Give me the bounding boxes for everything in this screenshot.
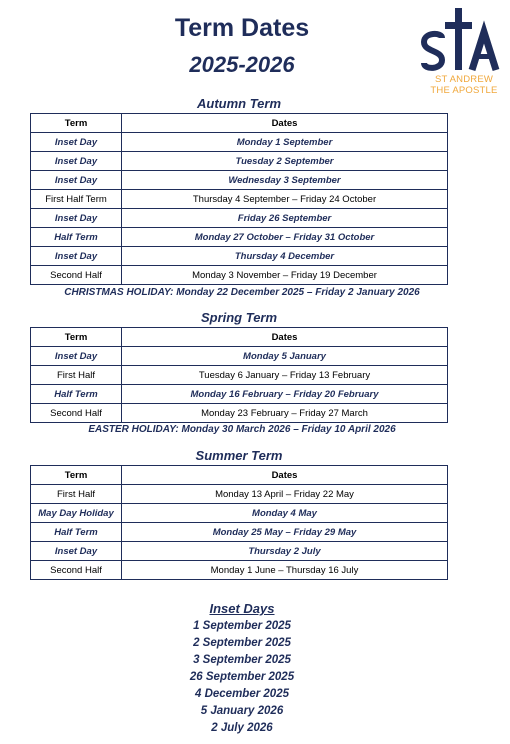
autumn-term-table bbox=[30, 113, 448, 285]
term-column-header: Term bbox=[31, 328, 122, 347]
table-row bbox=[31, 190, 448, 209]
inset-day-item: 2 July 2026 bbox=[211, 722, 273, 734]
term-cell: May Day Holiday bbox=[31, 504, 122, 523]
term-cell: Inset Day bbox=[31, 171, 122, 190]
table-row bbox=[31, 404, 448, 423]
table-row bbox=[31, 485, 448, 504]
inset-days-title: Inset Days bbox=[209, 601, 275, 616]
page-title: Term Dates bbox=[174, 14, 310, 42]
term-column-header: Term bbox=[31, 466, 122, 485]
dates-column-header: Dates bbox=[122, 466, 448, 485]
easter-holiday: EASTER HOLIDAY: Monday 30 March 2026 – Friday 10 April 2026 bbox=[88, 424, 396, 435]
term-cell: Inset Day bbox=[31, 133, 122, 152]
table-row bbox=[31, 247, 448, 266]
logo-text-line2: THE APOSTLE bbox=[430, 85, 498, 96]
dates-cell: Monday 27 October – Friday 31 October bbox=[122, 228, 448, 247]
table-row bbox=[31, 347, 448, 366]
summer-term-title: Summer Term bbox=[195, 448, 283, 463]
term-cell: Half Term bbox=[31, 523, 122, 542]
term-cell: Inset Day bbox=[31, 247, 122, 266]
table-row bbox=[31, 152, 448, 171]
dates-cell: Thursday 4 December bbox=[122, 247, 448, 266]
dates-cell: Friday 26 September bbox=[122, 209, 448, 228]
term-column-header: Term bbox=[31, 114, 122, 133]
table-row bbox=[31, 504, 448, 523]
inset-day-item: 4 December 2025 bbox=[195, 688, 289, 700]
dates-cell: Monday 16 February – Friday 20 February bbox=[122, 385, 448, 404]
table-row bbox=[31, 542, 448, 561]
term-cell: Half Term bbox=[31, 385, 122, 404]
inset-day-item: 26 September 2025 bbox=[189, 671, 295, 683]
dates-cell: Monday 1 June – Thursday 16 July bbox=[122, 561, 448, 580]
inset-day-item: 1 September 2025 bbox=[193, 620, 291, 632]
table-row bbox=[31, 561, 448, 580]
term-cell: First Half bbox=[31, 366, 122, 385]
term-cell: Second Half bbox=[31, 266, 122, 285]
summer-term-table bbox=[30, 465, 448, 580]
dates-cell: Wednesday 3 September bbox=[122, 171, 448, 190]
term-cell: Inset Day bbox=[31, 542, 122, 561]
dates-cell: Monday 4 May bbox=[122, 504, 448, 523]
term-cell: First Half Term bbox=[31, 190, 122, 209]
inset-day-item: 5 January 2026 bbox=[200, 705, 284, 717]
inset-day-item: 2 September 2025 bbox=[193, 637, 291, 649]
dates-cell: Monday 23 February – Friday 27 March bbox=[122, 404, 448, 423]
dates-cell: Monday 3 November – Friday 19 December bbox=[122, 266, 448, 285]
dates-cell: Monday 5 January bbox=[122, 347, 448, 366]
dates-cell: Tuesday 6 January – Friday 13 February bbox=[122, 366, 448, 385]
dates-column-header: Dates bbox=[122, 114, 448, 133]
term-cell: Second Half bbox=[31, 404, 122, 423]
term-cell: Second Half bbox=[31, 561, 122, 580]
christmas-holiday: CHRISTMAS HOLIDAY: Monday 22 December 2025 – Friday 2 January 2026 bbox=[64, 287, 420, 298]
logo-text-line1: ST ANDREW bbox=[434, 74, 494, 85]
dates-cell: Monday 25 May – Friday 29 May bbox=[122, 523, 448, 542]
dates-cell: Thursday 2 July bbox=[122, 542, 448, 561]
term-cell: First Half bbox=[31, 485, 122, 504]
table-row bbox=[31, 385, 448, 404]
spring-term-table bbox=[30, 327, 448, 423]
dates-cell: Tuesday 2 September bbox=[122, 152, 448, 171]
academic-year: 2025-2026 bbox=[189, 52, 295, 77]
autumn-term-title: Autumn Term bbox=[196, 96, 282, 111]
term-cell: Half Term bbox=[31, 228, 122, 247]
table-row bbox=[31, 523, 448, 542]
term-cell: Inset Day bbox=[31, 152, 122, 171]
term-cell: Inset Day bbox=[31, 347, 122, 366]
table-row bbox=[31, 228, 448, 247]
dates-cell: Monday 1 September bbox=[122, 133, 448, 152]
term-cell: Inset Day bbox=[31, 209, 122, 228]
table-row bbox=[31, 209, 448, 228]
dates-column-header: Dates bbox=[122, 328, 448, 347]
table-row bbox=[31, 171, 448, 190]
table-row bbox=[31, 133, 448, 152]
inset-day-item: 3 September 2025 bbox=[193, 654, 291, 666]
dates-cell: Thursday 4 September – Friday 24 October bbox=[122, 190, 448, 209]
table-row bbox=[31, 266, 448, 285]
table-row bbox=[31, 366, 448, 385]
spring-term-title: Spring Term bbox=[200, 310, 278, 325]
dates-cell: Monday 13 April – Friday 22 May bbox=[122, 485, 448, 504]
